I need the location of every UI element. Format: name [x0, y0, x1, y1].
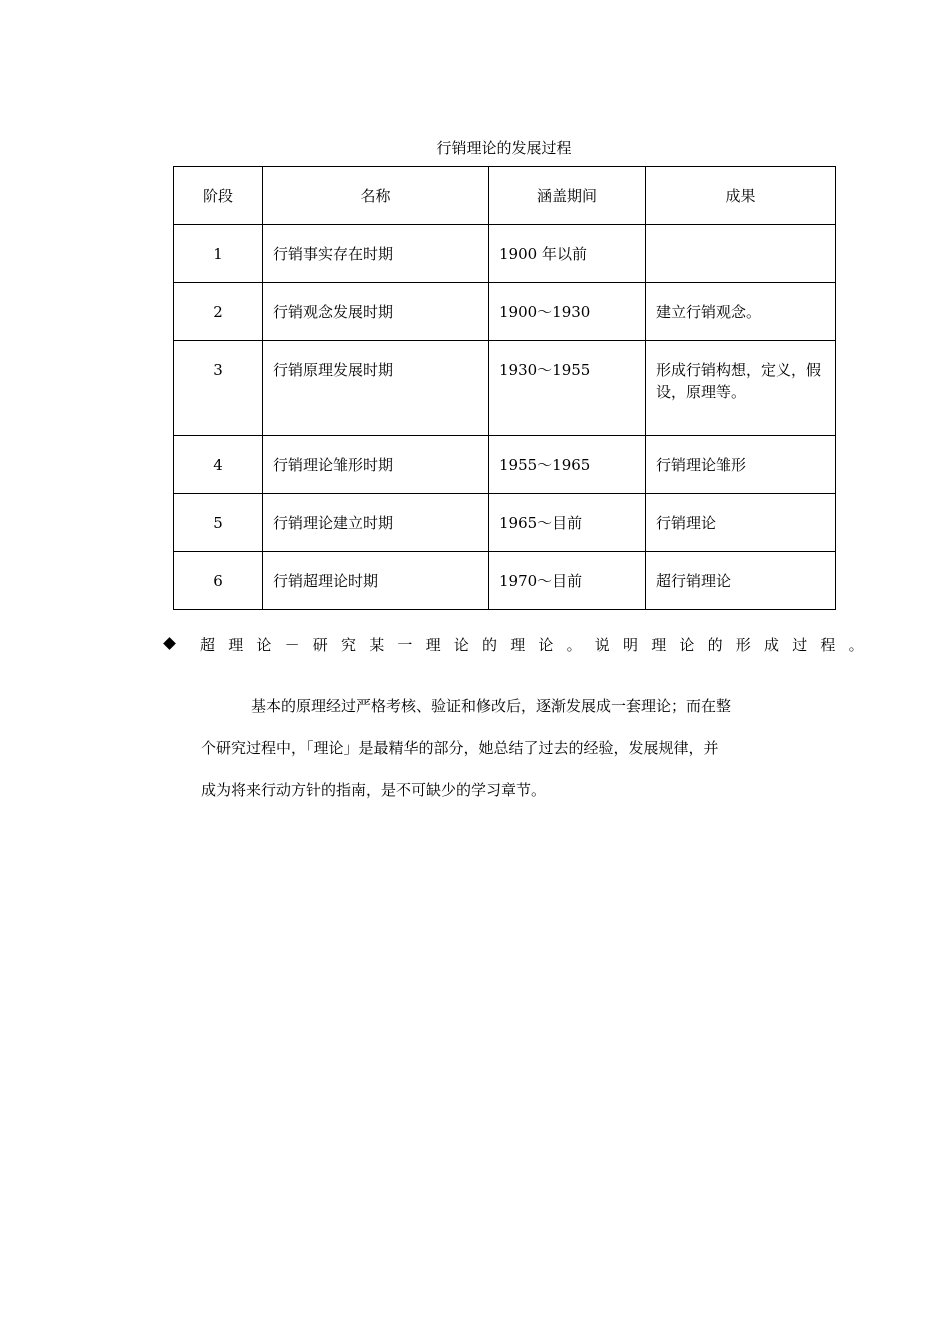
- cell-period: 1970～目前: [489, 552, 646, 610]
- bullet-text: 超理论－研究某一理论的理论。说明理论的形成过程。: [200, 636, 877, 654]
- cell-result: 行销理论: [646, 494, 836, 552]
- header-name: 名称: [263, 167, 489, 225]
- cell-result: 形成行销构想，定义，假设，原理等。: [646, 341, 836, 436]
- table-header-row: [174, 167, 836, 225]
- table-row: [174, 494, 836, 552]
- header-stage: 阶段: [174, 167, 263, 225]
- cell-period: 1930～1955: [489, 341, 646, 436]
- paragraph-line: 个研究过程中，「理论」是最精华的部分，她总结了过去的经验，发展规律，并: [201, 739, 719, 757]
- header-period: 涵盖期间: [489, 167, 646, 225]
- cell-stage: 4: [174, 436, 263, 494]
- cell-name: 行销观念发展时期: [263, 283, 489, 341]
- body-paragraph: [201, 693, 801, 819]
- header-result: 成果: [646, 167, 836, 225]
- cell-period: 1965～目前: [489, 494, 646, 552]
- table-row: [174, 283, 836, 341]
- table-row: [174, 225, 836, 283]
- cell-result: 超行销理论: [646, 552, 836, 610]
- cell-stage: 3: [174, 341, 263, 436]
- cell-result: [646, 225, 836, 283]
- cell-result: 建立行销观念。: [646, 283, 836, 341]
- paragraph-line: 基本的原理经过严格考核、验证和修改后，逐渐发展成一套理论；而在整: [251, 697, 732, 715]
- cell-name: 行销原理发展时期: [263, 341, 489, 436]
- cell-stage: 6: [174, 552, 263, 610]
- cell-name: 行销理论雏形时期: [263, 436, 489, 494]
- cell-name: 行销超理论时期: [263, 552, 489, 610]
- marketing-theory-table: [173, 166, 836, 610]
- cell-name: 行销理论建立时期: [263, 494, 489, 552]
- table-row: [174, 552, 836, 610]
- cell-stage: 2: [174, 283, 263, 341]
- diamond-bullet-icon: [163, 637, 176, 650]
- table-row: [174, 436, 836, 494]
- cell-period: 1955～1965: [489, 436, 646, 494]
- table-caption: 行销理论的发展过程: [436, 139, 572, 157]
- cell-name: 行销事实存在时期: [263, 225, 489, 283]
- cell-period: 1900 年以前: [489, 225, 646, 283]
- cell-stage: 5: [174, 494, 263, 552]
- paragraph-line: 成为将来行动方针的指南，是不可缺少的学习章节。: [201, 781, 547, 799]
- table-row: [174, 341, 836, 436]
- cell-period: 1900～1930: [489, 283, 646, 341]
- cell-result: 行销理论雏形: [646, 436, 836, 494]
- bullet-point: [165, 632, 877, 658]
- cell-stage: 1: [174, 225, 263, 283]
